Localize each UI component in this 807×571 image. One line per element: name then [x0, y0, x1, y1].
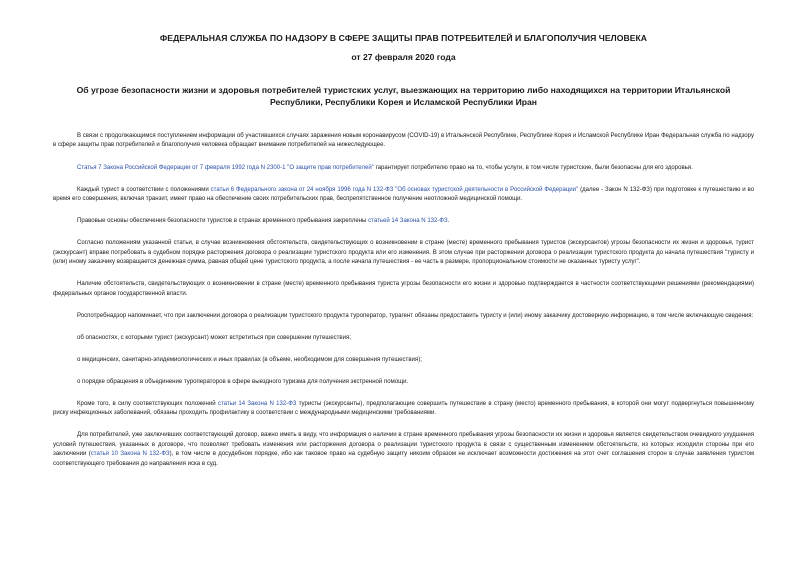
paragraph-11-text-a: Кроме того, в силу соответствующих положений: [77, 400, 218, 407]
paragraph-6: Наличие обстоятельств, свидетельствующих о возникновении в стране (месте) временного пребывания туриста угрозы безопасности его жизни и здоровью подтверждается в частности соответствующими решениями (рекомендациями) федеральных органов государственной власти.: [53, 281, 754, 297]
paragraph-3-text-b: (далее - Закон N 132-ФЗ) при подготовке к путешествию и во время его совершения, включая транзит, имеет право на обеспечение своих потребительских прав, беспрепятственное получение неотложной медицинской помощи.: [53, 186, 755, 202]
agency-heading: ФЕДЕРАЛЬНАЯ СЛУЖБА ПО НАДЗОРУ В СФЕРЕ ЗАЩИТЫ ПРАВ ПОТРЕБИТЕЛЕЙ И БЛАГОПОЛУЧИЯ ЧЕЛОВЕКА: [159, 33, 648, 43]
paragraph-4-text-b: .: [447, 218, 450, 225]
paragraph-12-text-b: ), в том числе в досудебном порядке, ибо как таковое право на судебную защиту никоим образом не исключает возможности достижения на этот счет соглашения сторон в случае заявления туристом соответствующего требования до направления иска в суд.: [53, 451, 755, 467]
paragraph-12-text-a: Для потребителей, уже заключивших соответствующий договор, важно иметь в виду, что информация о наличии в стране временного пребывания угрозы безопасности их жизни и здоровья является свидетельством очевидного ухудшения условий путешествия, указанных в договоре, что позволяет требовать изменения или расторжения договора о реализации туристского продукта в связи с существенным изменением обстоятельств, из которых исходили стороны при его заключении (: [53, 432, 754, 458]
list-item-dangers: об опасностях, с которыми турист (экскурсант) может встретиться при совершении путешествия;: [77, 334, 351, 341]
law-132-fz-article-14-link[interactable]: статьей 14 Закона N 132-ФЗ: [368, 218, 448, 225]
law-132-fz-article-14-link-2[interactable]: статьи 14 Закона N 132-ФЗ: [217, 400, 297, 407]
paragraph-2: [53, 164, 754, 173]
paragraph-7: Роспотребнадзор напоминает, что при заключении договора о реализации туристского продукта туроператор, турагент обязаны предоставить туристу и (или) иному заказчику достоверную информацию, в том числе включающую сведения:: [77, 312, 754, 319]
paragraph-5: Согласно положениям указанной статьи, в случае возникновения обстоятельств, свидетельствующих о возникновении в стране (месте) временного пребывания туристов (экскурсантов) угрозы безопасности их жизни и здоровья, турист (экскурсант) вправе потребовать в судебном порядке расторжения договора о реализации туристского продукта или его изменения. В этом случае при расторжении договора о реализации туристского продукта до начала путешествия "туристу и (или) иному заказчику возвращается денежная сумма, равная общей цене туристского продукта, а после начала путешествия - ее часть в размере, пропорциональном стоимости не оказанных туристу услуг".: [53, 240, 754, 265]
paragraph-11-text-b: туристы (экскурсанты), предполагающие совершить путешествие в страну (место) временного пребывания, в которой они могут подвергнуться повышенному риску инфекционных заболеваний, обязаны проходить профилактику в соответствии с международными медицинскими требованиями.: [53, 400, 754, 417]
paragraph-11: [53, 400, 754, 419]
paragraph-1: В связи с продолжающимся поступлением информации об участившихся случаях заражения новым коронавирусом (COVID-19) в Итальянской Республике, Республике Корея и Исламской Республике Иран Федеральная служба по надзору в сфере защиты прав потребителей и благополучия человека обращает внимание потребителей на нижеследующее.: [53, 133, 754, 149]
list-item-emergency-help: о порядке обращения в объединение туроператоров в сфере выездного туризма для получения экстренной помощи.: [77, 378, 409, 385]
law-132-fz-article-10-link[interactable]: статья 10 Закона N 132-ФЗ: [90, 451, 170, 458]
document-title: Об угрозе безопасности жизни и здоровья потребителей туристских услуг, выезжающих на территорию либо находящихся на территории Итальянской Республики, Республики Корея и Исламской Республики Иран: [76, 85, 731, 107]
paragraph-4-text-a: Правовые основы обеспечения безопасности туристов в странах временного пребывания закреплены: [77, 218, 369, 225]
document-body: [53, 132, 754, 469]
paragraph-3-text-a: Каждый турист в соответствии с положениями: [77, 186, 211, 193]
paragraph-12: [53, 431, 754, 469]
paragraph-4: [53, 217, 754, 226]
law-132-fz-article-6-link[interactable]: статьи 6 Федерального закона от 24 ноября 1996 года N 132-ФЗ "Об основах туристской деятельности в Российской Федерации": [210, 186, 579, 193]
paragraph-3: [53, 186, 754, 205]
paragraph-2-text: гарантирует потребителю право на то, чтобы услуги, в том числе туристские, были безопасны для его здоровья.: [373, 164, 693, 171]
law-2300-1-article-7-link[interactable]: Статья 7 Закона Российской Федерации от 7 февраля 1992 года N 2300-1 "О защите прав потребителей": [77, 164, 374, 171]
list-item-medical-rules: о медицинских, санитарно-эпидемиологических и иных правилах (в объеме, необходимом для совершения путешествия);: [77, 356, 422, 363]
document-date: от 27 февраля 2020 года: [351, 52, 456, 62]
